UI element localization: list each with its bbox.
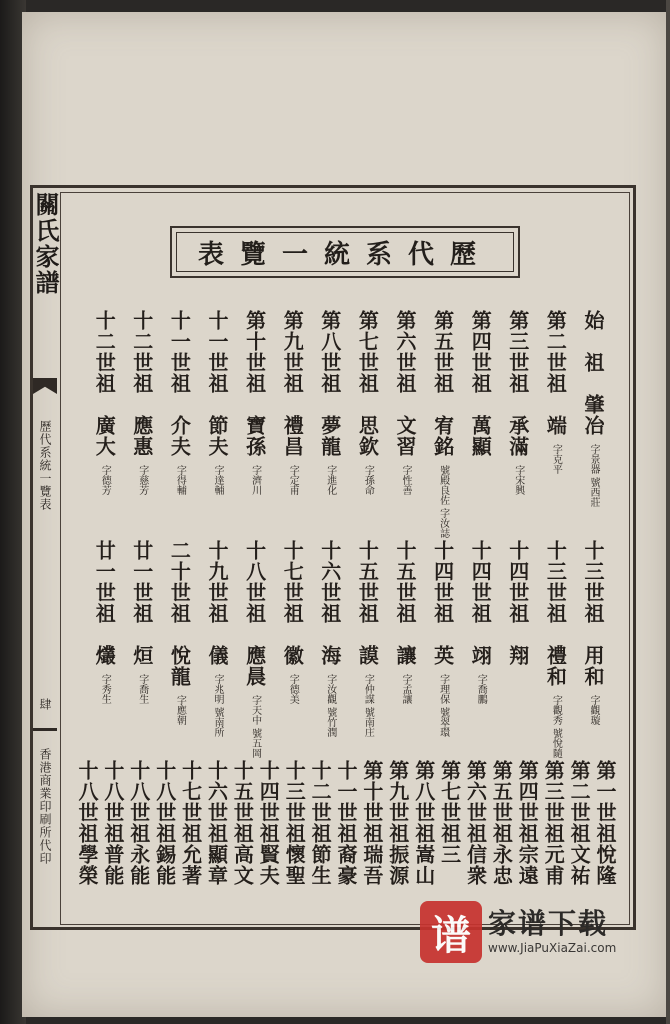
lower-group-column bbox=[76, 760, 98, 886]
table-title: 歷代系統一覽表 bbox=[197, 239, 492, 270]
lower-group-column bbox=[465, 760, 487, 886]
lower-group-column bbox=[180, 760, 202, 886]
ancestor-name: 第三世祖元甫 bbox=[541, 760, 566, 886]
ancestor-name: 十二世祖 應惠 bbox=[129, 310, 154, 457]
upper-group-column bbox=[93, 310, 115, 495]
upper-group-column bbox=[356, 310, 378, 495]
courtesy-name: 號殿良佐 字汝誌 bbox=[437, 465, 449, 539]
lower-group-column bbox=[387, 760, 409, 886]
margin-divider bbox=[33, 728, 57, 731]
lower-group-column bbox=[361, 760, 383, 886]
ancestor-name: 第九世祖 禮昌 bbox=[280, 310, 305, 457]
middle-group-column bbox=[244, 540, 266, 758]
upper-group-column bbox=[131, 310, 153, 495]
watermark-name: 家谱下载 bbox=[488, 907, 609, 940]
right-edge bbox=[666, 0, 670, 1024]
ancestor-name: 第四世祖宗遠 bbox=[515, 760, 540, 886]
upper-group-column bbox=[206, 310, 228, 495]
courtesy-name: 字觀秀 號悅隨 bbox=[550, 695, 562, 759]
courtesy-name: 字德芳 bbox=[99, 465, 111, 495]
courtesy-name: 字汝觀 號竹潤 bbox=[324, 674, 336, 738]
lower-group-column bbox=[283, 760, 305, 886]
ancestor-name: 十一世祖 節夫 bbox=[205, 310, 229, 457]
middle-group-column bbox=[131, 540, 153, 704]
upper-group-column bbox=[507, 310, 529, 495]
courtesy-name: 字喬鵬 bbox=[475, 674, 487, 704]
ancestor-name: 第十世祖瑞吾 bbox=[359, 760, 384, 886]
ancestor-name: 十六世祖 海 bbox=[317, 540, 342, 666]
ancestor-name: 二十世祖 悅龍 bbox=[167, 540, 192, 687]
middle-group-column bbox=[544, 540, 566, 758]
ancestor-name: 十八世祖學榮 bbox=[75, 760, 99, 886]
ancestor-name: 第二世祖 端 bbox=[543, 310, 568, 436]
ancestor-name: 十三世祖 禮和 bbox=[543, 540, 568, 687]
ancestor-name: 第六世祖信衆 bbox=[463, 760, 488, 886]
upper-group-column bbox=[394, 310, 416, 495]
courtesy-name: 字孫命 bbox=[362, 465, 374, 495]
ancestor-name: 十七世祖允著 bbox=[178, 760, 203, 886]
lower-group-column bbox=[439, 760, 461, 865]
watermark bbox=[420, 900, 616, 964]
ancestor-name: 廿一世祖 爜 bbox=[92, 540, 117, 666]
lower-group-column bbox=[594, 760, 616, 886]
lower-group-column bbox=[257, 760, 279, 886]
courtesy-name: 字仲謀 號南庄 bbox=[362, 674, 374, 738]
ancestor-name: 十二世祖節生 bbox=[308, 760, 333, 886]
courtesy-name: 字性善 bbox=[400, 465, 411, 495]
lower-group-column bbox=[154, 760, 176, 886]
lower-group-column bbox=[206, 760, 228, 886]
ancestor-name: 第八世祖 夢龍 bbox=[317, 310, 342, 457]
ancestor-name: 廿一世祖 烜 bbox=[129, 540, 154, 666]
ancestor-name: 十七世祖 徽 bbox=[280, 540, 305, 666]
ancestor-name: 第三世祖 承滿 bbox=[505, 310, 530, 457]
middle-group-column bbox=[469, 540, 491, 704]
upper-group-column bbox=[469, 310, 491, 457]
ancestor-name: 十三世祖懷聖 bbox=[282, 760, 307, 886]
ancestor-name: 第十世祖 寶孫 bbox=[242, 310, 267, 457]
courtesy-name: 字濟川 bbox=[249, 465, 261, 495]
courtesy-name: 字孟讓 bbox=[400, 674, 411, 704]
upper-group-column bbox=[319, 310, 341, 495]
lower-group-column bbox=[568, 760, 590, 886]
ancestor-name: 第一世祖悅隆 bbox=[593, 760, 617, 886]
watermark-text bbox=[488, 908, 616, 956]
ancestor-name: 十五世祖高文 bbox=[230, 760, 255, 886]
middle-group-column bbox=[432, 540, 454, 737]
ancestor-name: 十四世祖 翊 bbox=[468, 540, 493, 666]
lower-group-column bbox=[309, 760, 331, 886]
ancestor-name: 第四世祖 萬顯 bbox=[468, 310, 493, 457]
middle-group-column bbox=[168, 540, 190, 725]
ancestor-name: 第七世祖 思欽 bbox=[355, 310, 380, 457]
ancestor-name: 十五世祖 讓 bbox=[393, 540, 417, 666]
ancestor-name: 第五世祖 宥銘 bbox=[430, 310, 455, 457]
ancestor-name: 始 祖 肇冶 bbox=[581, 310, 605, 436]
lower-group-column bbox=[516, 760, 538, 886]
lower-group-column bbox=[231, 760, 253, 886]
ancestor-name: 十四世祖賢夫 bbox=[256, 760, 281, 886]
printer-credit: 香港商業印刷所代印 bbox=[38, 748, 52, 865]
ancestor-name: 十八世祖普能 bbox=[100, 760, 125, 886]
ancestor-name: 第六世祖 文習 bbox=[393, 310, 417, 457]
lower-group-column bbox=[413, 760, 435, 886]
lower-group-column bbox=[542, 760, 564, 886]
courtesy-name: 字喬生 bbox=[136, 674, 148, 704]
ancestor-name: 十二世祖 廣大 bbox=[92, 310, 117, 457]
ancestor-name: 十八世祖 應晨 bbox=[242, 540, 267, 687]
courtesy-name: 字觀璇 bbox=[588, 695, 599, 725]
middle-group-column bbox=[394, 540, 416, 704]
courtesy-name: 字兆明 號南所 bbox=[212, 674, 223, 738]
ancestor-name: 十八世祖錫能 bbox=[152, 760, 177, 886]
courtesy-name: 字進化 bbox=[324, 465, 336, 495]
watermark-seal-icon: 谱 bbox=[420, 901, 482, 963]
upper-group-column bbox=[244, 310, 266, 495]
lower-group-column bbox=[102, 760, 124, 886]
courtesy-name: 字秀生 bbox=[99, 674, 111, 704]
ancestor-name: 十五世祖 謨 bbox=[355, 540, 380, 666]
middle-group-column bbox=[281, 540, 303, 704]
middle-group-column bbox=[206, 540, 228, 737]
table-title-box bbox=[170, 226, 520, 278]
courtesy-name: 字宋興 bbox=[512, 465, 524, 495]
courtesy-name: 字理保 號翠環 bbox=[437, 674, 449, 738]
ancestor-name: 十四世祖 英 bbox=[430, 540, 455, 666]
ancestor-name: 十四世祖 翔 bbox=[505, 540, 530, 666]
ancestor-name: 第九世祖振源 bbox=[385, 760, 410, 886]
lower-group-column bbox=[490, 760, 512, 886]
ancestor-name: 十九世祖 儀 bbox=[205, 540, 229, 666]
upper-group-column bbox=[544, 310, 566, 474]
page-number: 肆 bbox=[38, 698, 52, 710]
middle-group-column bbox=[356, 540, 378, 737]
upper-group-column bbox=[582, 310, 604, 507]
upper-group-column bbox=[281, 310, 303, 495]
upper-group-column bbox=[432, 310, 454, 538]
upper-group-column bbox=[168, 310, 190, 495]
courtesy-name: 字應朝 bbox=[174, 695, 186, 725]
ancestor-name: 第二世祖文祐 bbox=[567, 760, 592, 886]
courtesy-name: 字達輔 bbox=[212, 465, 223, 495]
ancestor-name: 十一世祖 介夫 bbox=[167, 310, 192, 457]
courtesy-name: 字慈芳 bbox=[136, 465, 148, 495]
ancestor-name: 十八世祖永能 bbox=[126, 760, 151, 886]
courtesy-name: 字天中 號五岡 bbox=[249, 695, 261, 759]
middle-group-column bbox=[93, 540, 115, 704]
ancestor-name: 十一世祖裔豪 bbox=[334, 760, 358, 886]
courtesy-name: 字克平 bbox=[550, 444, 562, 474]
middle-group-column bbox=[507, 540, 529, 666]
ancestor-name: 第五世祖永忠 bbox=[489, 760, 514, 886]
ancestor-name: 第七世祖三 bbox=[437, 760, 462, 865]
ancestor-name: 十三世祖 用和 bbox=[581, 540, 605, 687]
courtesy-name: 字定甫 bbox=[287, 465, 299, 495]
courtesy-name: 字景器 號西莊 bbox=[588, 444, 599, 508]
ancestor-name: 第八世祖嵩山 bbox=[411, 760, 436, 886]
ancestor-name: 十六世祖顯章 bbox=[204, 760, 229, 886]
middle-group-column bbox=[319, 540, 341, 737]
book-title: 關氏家譜 bbox=[31, 192, 60, 296]
lower-group-column bbox=[335, 760, 357, 886]
courtesy-name: 字得輔 bbox=[174, 465, 186, 495]
watermark-url: www.JiaPuXiaZai.com bbox=[488, 941, 617, 955]
lower-group-column bbox=[128, 760, 150, 886]
courtesy-name: 字德美 bbox=[287, 674, 299, 704]
title-box-inner-border bbox=[176, 232, 514, 272]
margin-section-title: 歷代系統一覽表 bbox=[38, 420, 52, 511]
middle-group-column bbox=[582, 540, 604, 725]
